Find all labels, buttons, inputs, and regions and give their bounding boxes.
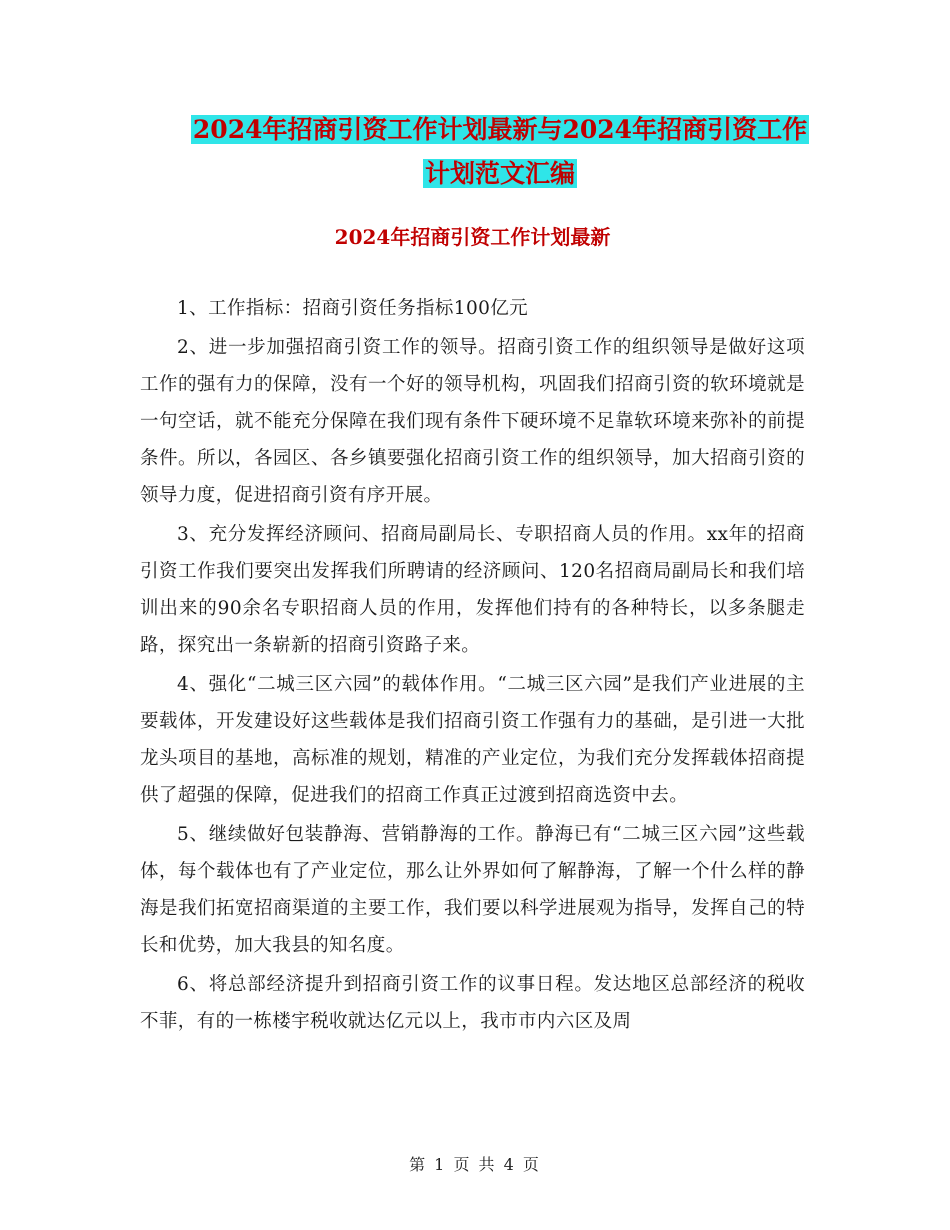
document-title-line-2: 计划范文汇编 [424, 159, 575, 188]
paragraph-2: 2、进一步加强招商引资工作的领导。招商引资工作的组织领导是做好这项工作的强有力的保障，没有一个好的领导机构，巩固我们招商引资的软环境就是一句空话，就不能充分保障在我们现有条件下硬环境不足靠软环境来弥补的前提条件。所以，各园区、各乡镇要强化招商引资工作的组织领导，加大招商引资的领导力度，促进招商引资有序开展。 [140, 337, 805, 506]
paragraph-5: 5、继续做好包装静海、营销静海的工作。静海已有“二城三区六园”这些载体，每个载体也有了产业定位，那么让外界如何了解静海，了解一个什么样的静海是我们拓宽招商渠道的主要工作，我们要以科学进展观为指导，发挥自己的特长和优势，加大我县的知名度。 [140, 824, 805, 956]
paragraph-1: 1、工作指标：招商引资任务指标100亿元 [177, 298, 529, 319]
paragraph-3: 3、充分发挥经济顾问、招商局副局长、专职招商人员的作用。xx年的招商引资工作我们要突出发挥我们所聘请的经济顾问、120名招商局副局长和我们培训出来的90余名专职招商人员的作用，发挥他们持有的各种特长，以多条腿走路，探究出一条崭新的招商引资路子来。 [140, 524, 805, 656]
section-title: 2024年招商引资工作计划最新 [334, 225, 611, 249]
document-title [130, 108, 870, 196]
paragraph-4: 4、强化“二城三区六园”的载体作用。“二城三区六园”是我们产业进展的主要载体，开发建设好这些载体是我们招商引资工作强有力的基础，是引进一大批龙头项目的基地，高标准的规划，精准的产业定位，为我们充分发挥载体招商提供了超强的保障，促进我们的招商工作真正过渡到招商选资中去。 [140, 674, 805, 806]
page-footer: 第 1 页 共 4 页 [409, 1155, 541, 1174]
paragraph-6: 6、将总部经济提升到招商引资工作的议事日程。发达地区总部经济的税收不菲，有的一栋楼宇税收就达亿元以上，我市市内六区及周 [140, 974, 805, 1032]
document-body [140, 290, 805, 1042]
document-title-line-1: 2024年招商引资工作计划最新与2024年招商引资工作 [192, 115, 808, 144]
